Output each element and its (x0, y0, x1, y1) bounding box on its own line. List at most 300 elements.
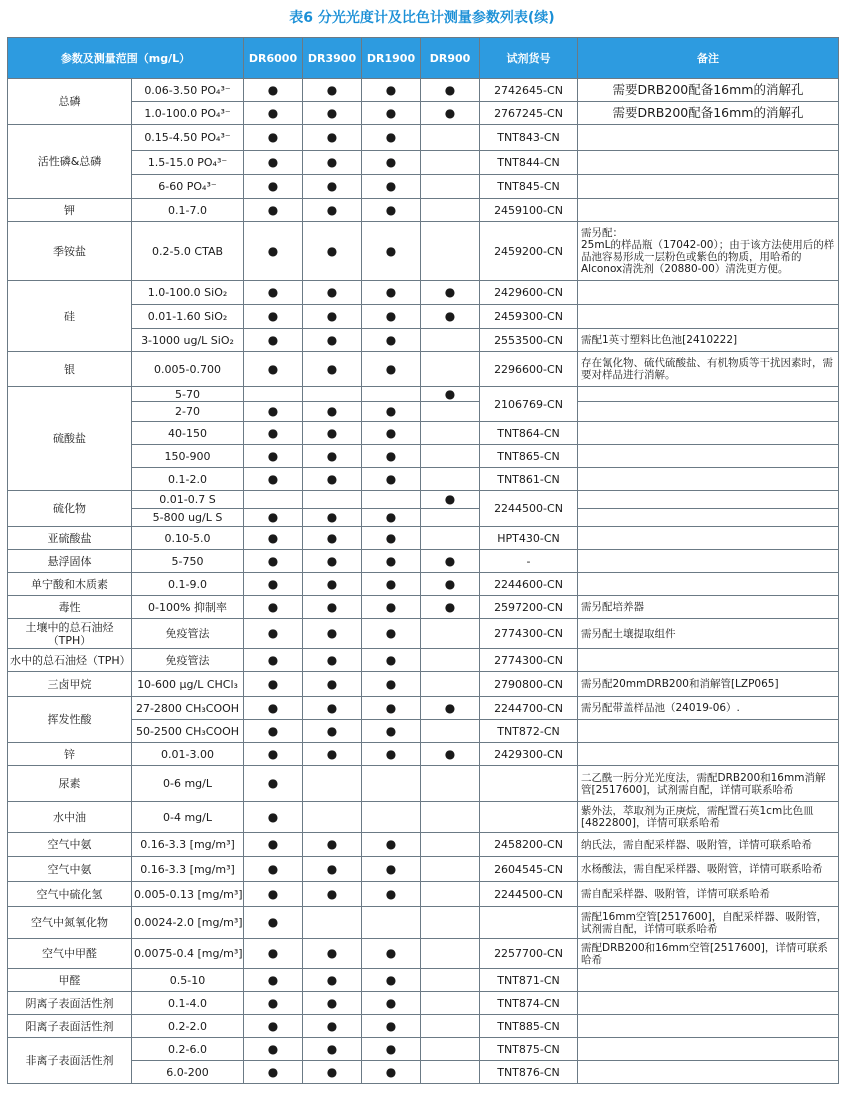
availability-cell (421, 329, 480, 352)
availability-cell (362, 468, 421, 491)
available-dot-icon: ● (385, 309, 397, 323)
available-dot-icon: ● (385, 82, 397, 97)
available-dot-icon: ● (326, 285, 338, 299)
reagent-cell: 2257700-CN (480, 939, 578, 969)
range-cell: 0.0075-0.4 [mg/m³] (132, 939, 244, 969)
available-dot-icon: ● (326, 700, 338, 715)
availability-cell (303, 969, 362, 992)
available-dot-icon: ● (385, 202, 397, 217)
availability-cell (421, 882, 480, 907)
available-dot-icon: ● (444, 599, 456, 614)
range-cell: 5-70 (132, 387, 244, 402)
reagent-cell: 2429300-CN (480, 743, 578, 766)
availability-cell (362, 969, 421, 992)
header-dr1900: DR1900 (362, 38, 421, 79)
available-dot-icon: ● (326, 243, 338, 258)
reagent-cell: 2296600-CN (480, 352, 578, 387)
note-cell (578, 199, 839, 222)
note-cell: 需要DRB200配备16mm的消解孔 (578, 102, 839, 125)
available-dot-icon: ● (385, 676, 397, 691)
availability-cell (421, 402, 480, 422)
available-dot-icon: ● (267, 361, 279, 376)
note-cell: 需另配土壤提取组件 (578, 619, 839, 649)
note-cell (578, 969, 839, 992)
reagent-cell: TNT872-CN (480, 720, 578, 743)
table-row (8, 527, 839, 550)
availability-cell (303, 939, 362, 969)
availability-cell (303, 802, 362, 833)
note-cell: 纳氏法，需自配采样器、吸附管，详情可联系哈希 (578, 833, 839, 857)
available-dot-icon: ● (326, 404, 338, 418)
availability-cell (421, 802, 480, 833)
note-cell (578, 527, 839, 550)
table-row (8, 649, 839, 672)
note-cell (578, 468, 839, 491)
available-dot-icon: ● (267, 995, 279, 1010)
available-dot-icon: ● (385, 1018, 397, 1033)
available-dot-icon: ● (267, 1018, 279, 1033)
availability-cell (362, 743, 421, 766)
available-dot-icon: ● (385, 471, 397, 486)
available-dot-icon: ● (267, 510, 279, 524)
availability-cell (421, 766, 480, 802)
reagent-cell: 2790800-CN (480, 672, 578, 697)
available-dot-icon: ● (267, 723, 279, 738)
header-reagent: 试剂货号 (480, 38, 578, 79)
note-cell: 二乙酰一肟分光光度法，需配DRB200和16mm消解管[2517600]，试剂需自配，详情可联系哈希 (578, 766, 839, 802)
availability-cell (303, 857, 362, 882)
range-cell: 0.1-2.0 (132, 468, 244, 491)
availability-cell (303, 151, 362, 175)
availability-cell (362, 527, 421, 550)
range-cell: 0.1-7.0 (132, 199, 244, 222)
range-cell: 150-900 (132, 445, 244, 468)
availability-cell (362, 199, 421, 222)
availability-cell (362, 387, 421, 402)
table-row (8, 387, 839, 402)
available-dot-icon: ● (267, 626, 279, 640)
available-dot-icon: ● (385, 179, 397, 193)
available-dot-icon: ● (267, 155, 279, 169)
availability-cell (244, 329, 303, 352)
available-dot-icon: ● (385, 285, 397, 299)
available-dot-icon: ● (444, 309, 456, 323)
available-dot-icon: ● (385, 995, 397, 1010)
reagent-cell (480, 766, 578, 802)
availability-cell (303, 102, 362, 125)
table-row (8, 222, 839, 281)
availability-cell (421, 697, 480, 720)
available-dot-icon: ● (326, 155, 338, 169)
available-dot-icon: ● (267, 404, 279, 418)
available-dot-icon: ● (267, 1041, 279, 1056)
note-cell (578, 491, 839, 509)
note-cell (578, 1061, 839, 1084)
table-row (8, 969, 839, 992)
table-row (8, 79, 839, 102)
availability-cell (303, 992, 362, 1015)
available-dot-icon: ● (267, 837, 279, 851)
reagent-cell: 2774300-CN (480, 619, 578, 649)
reagent-cell: 2767245-CN (480, 102, 578, 125)
param-cell: 三卤甲烷 (8, 672, 132, 697)
availability-cell (362, 79, 421, 102)
available-dot-icon: ● (267, 82, 279, 97)
available-dot-icon: ● (326, 309, 338, 323)
availability-cell (421, 857, 480, 882)
reagent-cell: 2459200-CN (480, 222, 578, 281)
availability-cell (303, 649, 362, 672)
availability-cell (362, 305, 421, 329)
range-cell: 0.1-4.0 (132, 992, 244, 1015)
table-row (8, 468, 839, 491)
available-dot-icon: ● (267, 309, 279, 323)
available-dot-icon: ● (326, 1018, 338, 1033)
available-dot-icon: ● (267, 809, 279, 824)
note-cell: 水杨酸法，需自配采样器、吸附管，详情可联系哈希 (578, 857, 839, 882)
availability-cell (421, 596, 480, 619)
available-dot-icon: ● (267, 448, 279, 463)
available-dot-icon: ● (385, 700, 397, 715)
available-dot-icon: ● (267, 972, 279, 987)
table-row (8, 1038, 839, 1061)
table-row (8, 199, 839, 222)
availability-cell (244, 1038, 303, 1061)
availability-cell (421, 352, 480, 387)
availability-cell (303, 573, 362, 596)
availability-cell (244, 352, 303, 387)
availability-cell (421, 833, 480, 857)
range-cell: 6.0-200 (132, 1061, 244, 1084)
availability-cell (362, 672, 421, 697)
available-dot-icon: ● (326, 599, 338, 614)
available-dot-icon: ● (267, 202, 279, 217)
availability-cell (362, 352, 421, 387)
note-cell (578, 305, 839, 329)
header-dr6000: DR6000 (244, 38, 303, 79)
param-cell: 阳离子表面活性剂 (8, 1015, 132, 1038)
availability-cell (303, 743, 362, 766)
available-dot-icon: ● (385, 837, 397, 851)
availability-cell (421, 969, 480, 992)
available-dot-icon: ● (326, 179, 338, 193)
availability-cell (244, 79, 303, 102)
param-cell: 空气中氨 (8, 857, 132, 882)
table-row (8, 833, 839, 857)
param-cell: 空气中甲醛 (8, 939, 132, 969)
param-cell: 银 (8, 352, 132, 387)
param-cell: 毒性 (8, 596, 132, 619)
availability-cell (244, 672, 303, 697)
range-cell: 0.005-0.13 [mg/m³] (132, 882, 244, 907)
available-dot-icon: ● (385, 448, 397, 463)
range-cell: 3-1000 ug/L SiO₂ (132, 329, 244, 352)
table-row (8, 939, 839, 969)
note-cell: 需另配带盖样品池（24019-06）. (578, 697, 839, 720)
header-dr900: DR900 (421, 38, 480, 79)
range-cell: 0.2-6.0 (132, 1038, 244, 1061)
table-row (8, 596, 839, 619)
table-row (8, 305, 839, 329)
available-dot-icon: ● (267, 285, 279, 299)
available-dot-icon: ● (267, 746, 279, 761)
parameter-table (7, 37, 839, 1084)
note-cell (578, 743, 839, 766)
range-cell: 0.0024-2.0 [mg/m³] (132, 907, 244, 939)
availability-cell (244, 281, 303, 305)
available-dot-icon: ● (385, 510, 397, 524)
availability-cell (421, 222, 480, 281)
availability-cell (244, 509, 303, 527)
availability-cell (421, 175, 480, 199)
availability-cell (244, 596, 303, 619)
available-dot-icon: ● (385, 105, 397, 120)
availability-cell (303, 199, 362, 222)
availability-cell (362, 649, 421, 672)
range-cell: 0.10-5.0 (132, 527, 244, 550)
available-dot-icon: ● (385, 130, 397, 144)
availability-cell (362, 939, 421, 969)
reagent-cell: 2458200-CN (480, 833, 578, 857)
availability-cell (421, 281, 480, 305)
reagent-cell: TNT864-CN (480, 422, 578, 445)
availability-cell (303, 445, 362, 468)
note-cell (578, 1038, 839, 1061)
availability-cell (303, 125, 362, 151)
available-dot-icon: ● (385, 861, 397, 876)
availability-cell (244, 305, 303, 329)
availability-cell (362, 1061, 421, 1084)
reagent-cell: 2106769-CN (480, 387, 578, 422)
availability-cell (421, 102, 480, 125)
availability-cell (244, 175, 303, 199)
availability-cell (244, 199, 303, 222)
availability-cell (244, 1015, 303, 1038)
available-dot-icon: ● (444, 285, 456, 299)
note-cell: 需另配： 25mL的样品瓶（17042-00）；由于该方法使用后的样品池容易形成一层粉色或紫色的物质，用哈希的Alconox清洗剂（20880-00）清洗更方便。 (578, 222, 839, 281)
availability-cell (244, 882, 303, 907)
table-row (8, 1061, 839, 1084)
table-row (8, 857, 839, 882)
range-cell: 0.005-0.700 (132, 352, 244, 387)
available-dot-icon: ● (267, 946, 279, 960)
param-cell: 空气中硫化氢 (8, 882, 132, 907)
note-cell: 需自配采样器、吸附管，详情可联系哈希 (578, 882, 839, 907)
table-row (8, 743, 839, 766)
available-dot-icon: ● (267, 676, 279, 691)
availability-cell (421, 509, 480, 527)
availability-cell (362, 402, 421, 422)
available-dot-icon: ● (326, 995, 338, 1010)
availability-cell (362, 329, 421, 352)
availability-cell (303, 305, 362, 329)
range-cell: 0.2-5.0 CTAB (132, 222, 244, 281)
range-cell: 2-70 (132, 402, 244, 422)
range-cell: 5-750 (132, 550, 244, 573)
availability-cell (362, 509, 421, 527)
availability-cell (362, 857, 421, 882)
availability-cell (303, 387, 362, 402)
available-dot-icon: ● (326, 130, 338, 144)
reagent-cell: 2459100-CN (480, 199, 578, 222)
availability-cell (303, 1015, 362, 1038)
table-row (8, 422, 839, 445)
availability-cell (362, 281, 421, 305)
availability-cell (421, 79, 480, 102)
param-cell: 水中的总石油烃（TPH） (8, 649, 132, 672)
available-dot-icon: ● (385, 576, 397, 591)
header-dr3900: DR3900 (303, 38, 362, 79)
available-dot-icon: ● (326, 448, 338, 463)
range-cell: 1.5-15.0 PO₄³⁻ (132, 151, 244, 175)
range-cell: 10-600 μg/L CHCl₃ (132, 672, 244, 697)
range-cell: 0.16-3.3 [mg/m³] (132, 833, 244, 857)
range-cell: 0-6 mg/L (132, 766, 244, 802)
note-cell (578, 1015, 839, 1038)
range-cell: 0-100% 抑制率 (132, 596, 244, 619)
availability-cell (303, 491, 362, 509)
availability-cell (362, 882, 421, 907)
range-cell: 0.01-0.7 S (132, 491, 244, 509)
table-row (8, 402, 839, 422)
available-dot-icon: ● (267, 243, 279, 258)
available-dot-icon: ● (326, 425, 338, 440)
table-row (8, 697, 839, 720)
table-row (8, 766, 839, 802)
range-cell: 免疫管法 (132, 619, 244, 649)
available-dot-icon: ● (326, 361, 338, 376)
available-dot-icon: ● (385, 332, 397, 347)
table-row (8, 491, 839, 509)
available-dot-icon: ● (267, 179, 279, 193)
availability-cell (303, 79, 362, 102)
availability-cell (362, 550, 421, 573)
range-cell: 40-150 (132, 422, 244, 445)
available-dot-icon: ● (385, 1064, 397, 1079)
availability-cell (303, 766, 362, 802)
available-dot-icon: ● (385, 886, 397, 901)
note-cell (578, 720, 839, 743)
available-dot-icon: ● (267, 530, 279, 545)
param-cell: 季铵盐 (8, 222, 132, 281)
availability-cell (362, 491, 421, 509)
available-dot-icon: ● (267, 776, 279, 790)
param-cell: 硫酸盐 (8, 387, 132, 491)
reagent-cell: 2244500-CN (480, 491, 578, 527)
table-row (8, 907, 839, 939)
table-row (8, 151, 839, 175)
available-dot-icon: ● (385, 243, 397, 258)
param-cell: 钾 (8, 199, 132, 222)
param-cell: 空气中氮氧化物 (8, 907, 132, 939)
available-dot-icon: ● (385, 404, 397, 418)
param-cell: 甲醛 (8, 969, 132, 992)
availability-cell (244, 720, 303, 743)
availability-cell (303, 281, 362, 305)
availability-cell (421, 649, 480, 672)
reagent-cell: TNT861-CN (480, 468, 578, 491)
available-dot-icon: ● (385, 553, 397, 568)
available-dot-icon: ● (385, 599, 397, 614)
availability-cell (421, 907, 480, 939)
availability-cell (421, 387, 480, 402)
header-param: 参数及测量范围（mg/L） (8, 38, 244, 79)
note-cell: 需配16mm空管[2517600]，自配采样器、吸附管，试剂需自配，详情可联系哈希 (578, 907, 839, 939)
range-cell: 0.01-1.60 SiO₂ (132, 305, 244, 329)
availability-cell (244, 992, 303, 1015)
available-dot-icon: ● (267, 105, 279, 120)
availability-cell (421, 619, 480, 649)
availability-cell (362, 1015, 421, 1038)
available-dot-icon: ● (326, 105, 338, 120)
reagent-cell (480, 802, 578, 833)
available-dot-icon: ● (444, 386, 456, 401)
available-dot-icon: ● (444, 492, 456, 506)
note-cell: 紫外法，萃取剂为正庚烷，需配置石英1cm比色皿[4822800]，详情可联系哈希 (578, 802, 839, 833)
table-row (8, 175, 839, 199)
note-cell (578, 550, 839, 573)
reagent-cell: 2244500-CN (480, 882, 578, 907)
available-dot-icon: ● (267, 700, 279, 715)
availability-cell (421, 491, 480, 509)
available-dot-icon: ● (326, 946, 338, 960)
availability-cell (421, 1038, 480, 1061)
availability-cell (362, 573, 421, 596)
available-dot-icon: ● (385, 530, 397, 545)
availability-cell (244, 833, 303, 857)
availability-cell (244, 969, 303, 992)
available-dot-icon: ● (444, 576, 456, 591)
table-title: 表6 分光光度计及比色计测量参数列表(续) (289, 10, 555, 26)
reagent-cell: TNT845-CN (480, 175, 578, 199)
availability-cell (421, 445, 480, 468)
availability-cell (421, 743, 480, 766)
available-dot-icon: ● (385, 972, 397, 987)
reagent-cell: HPT430-CN (480, 527, 578, 550)
reagent-cell: TNT876-CN (480, 1061, 578, 1084)
range-cell: 0.06-3.50 PO₄³⁻ (132, 79, 244, 102)
available-dot-icon: ● (326, 530, 338, 545)
table-row (8, 802, 839, 833)
available-dot-icon: ● (267, 599, 279, 614)
availability-cell (362, 1038, 421, 1061)
available-dot-icon: ● (326, 837, 338, 851)
availability-cell (421, 527, 480, 550)
param-cell: 锌 (8, 743, 132, 766)
table-row (8, 125, 839, 151)
param-cell: 尿素 (8, 766, 132, 802)
available-dot-icon: ● (326, 723, 338, 738)
available-dot-icon: ● (267, 130, 279, 144)
availability-cell (362, 766, 421, 802)
available-dot-icon: ● (326, 202, 338, 217)
availability-cell (421, 199, 480, 222)
note-cell (578, 175, 839, 199)
availability-cell (303, 882, 362, 907)
availability-cell (303, 175, 362, 199)
param-cell: 空气中氨 (8, 833, 132, 857)
availability-cell (244, 907, 303, 939)
availability-cell (303, 619, 362, 649)
param-cell: 单宁酸和木质素 (8, 573, 132, 596)
table-row (8, 550, 839, 573)
note-cell: 需配1英寸塑料比色池[2410222] (578, 329, 839, 352)
availability-cell (421, 939, 480, 969)
note-cell (578, 992, 839, 1015)
param-cell: 总磷 (8, 79, 132, 125)
reagent-cell: TNT871-CN (480, 969, 578, 992)
available-dot-icon: ● (444, 553, 456, 568)
